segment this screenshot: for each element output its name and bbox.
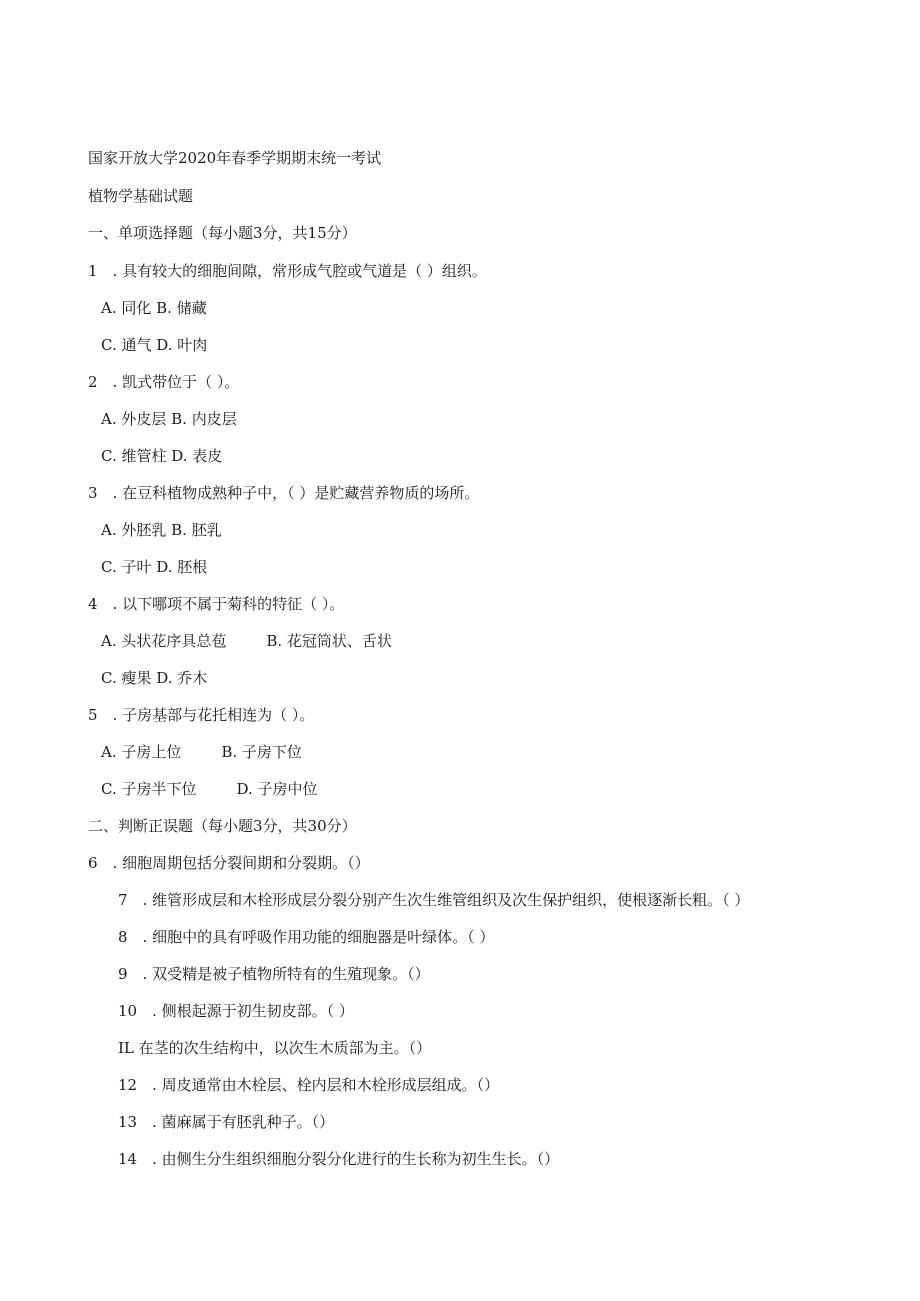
- question-4-stem: 4 . 以下哪项不属于菊科的特征（ ）。: [88, 595, 345, 613]
- judgment-item-9: 9 . 双受精是被子植物所特有的生殖现象。（）: [118, 965, 430, 983]
- judgment-item-14: 14 . 由侧生分生组织细胞分裂分化进行的生长称为初生生长。（）: [118, 1150, 560, 1168]
- exam-subtitle: 植物学基础试题: [88, 187, 194, 205]
- question-1-options-ab: A. 同化 B. 储藏: [101, 299, 207, 317]
- question-1-stem: 1 . 具有较大的细胞间隙，常形成气腔或气道是（ ）组织。: [88, 262, 487, 280]
- question-3-stem: 3 . 在豆科植物成熟种子中，（ ）是贮藏营养物质的场所。: [88, 484, 480, 502]
- question-5-options-cd: [101, 779, 318, 799]
- question-5-option-c: C. 子房半下位: [101, 780, 197, 798]
- question-5-option-b: B. 子房下位: [221, 743, 302, 761]
- exam-title: 国家开放大学2020年春季学期期末统一考试: [88, 149, 382, 167]
- question-4-options-ab: [101, 631, 392, 651]
- section-1-heading: 一、单项选择题（每小题3分，共15分）: [88, 224, 357, 242]
- question-5-stem: 5 . 子房基部与花托相连为（ ）。: [88, 706, 315, 724]
- question-2-options-cd: C. 维管柱 D. 表皮: [101, 447, 223, 465]
- question-2-options-ab: A. 外皮层 B. 内皮层: [101, 410, 237, 428]
- judgment-item-12: 12 . 周皮通常由木栓层、栓内层和木栓形成层组成。（）: [118, 1076, 500, 1094]
- question-2-stem: 2 . 凯式带位于（ ）。: [88, 373, 240, 391]
- question-5-option-d: D. 子房中位: [236, 780, 318, 798]
- section-2-heading: 二、判断正误题（每小题3分，共30分）: [88, 817, 357, 835]
- question-1-options-cd: C. 通气 D. 叶肉: [101, 336, 208, 354]
- judgment-item-11: IL 在茎的次生结构中，以次生木质部为主。（）: [118, 1039, 432, 1057]
- judgment-item-13: 13 . 菌麻属于有胚乳种子。（）: [118, 1113, 335, 1131]
- question-3-options-ab: A. 外胚乳 B. 胚乳: [101, 521, 222, 539]
- question-4-option-a: A. 头状花序具总苞: [101, 632, 227, 650]
- judgment-item-10: 10 . 侧根起源于初生韧皮部。（ ）: [118, 1002, 354, 1020]
- question-4-options-cd: C. 瘦果 D. 乔木: [101, 669, 208, 687]
- question-4-option-b: B. 花冠筒状、舌状: [266, 632, 392, 650]
- question-5-options-ab: [101, 742, 302, 762]
- question-3-options-cd: C. 子叶 D. 胚根: [101, 558, 208, 576]
- judgment-item-7: 7 . 维管形成层和木栓形成层分裂分别产生次生维管组织及次生保护组织，使根逐渐长粗。（ ）: [118, 891, 750, 909]
- judgment-item-8: 8 . 细胞中的具有呼吸作用功能的细胞器是叶绿体。（ ）: [118, 928, 495, 946]
- question-5-option-a: A. 子房上位: [101, 743, 182, 761]
- judgment-item-6: 6 . 细胞周期包括分裂间期和分裂期。（）: [88, 854, 370, 872]
